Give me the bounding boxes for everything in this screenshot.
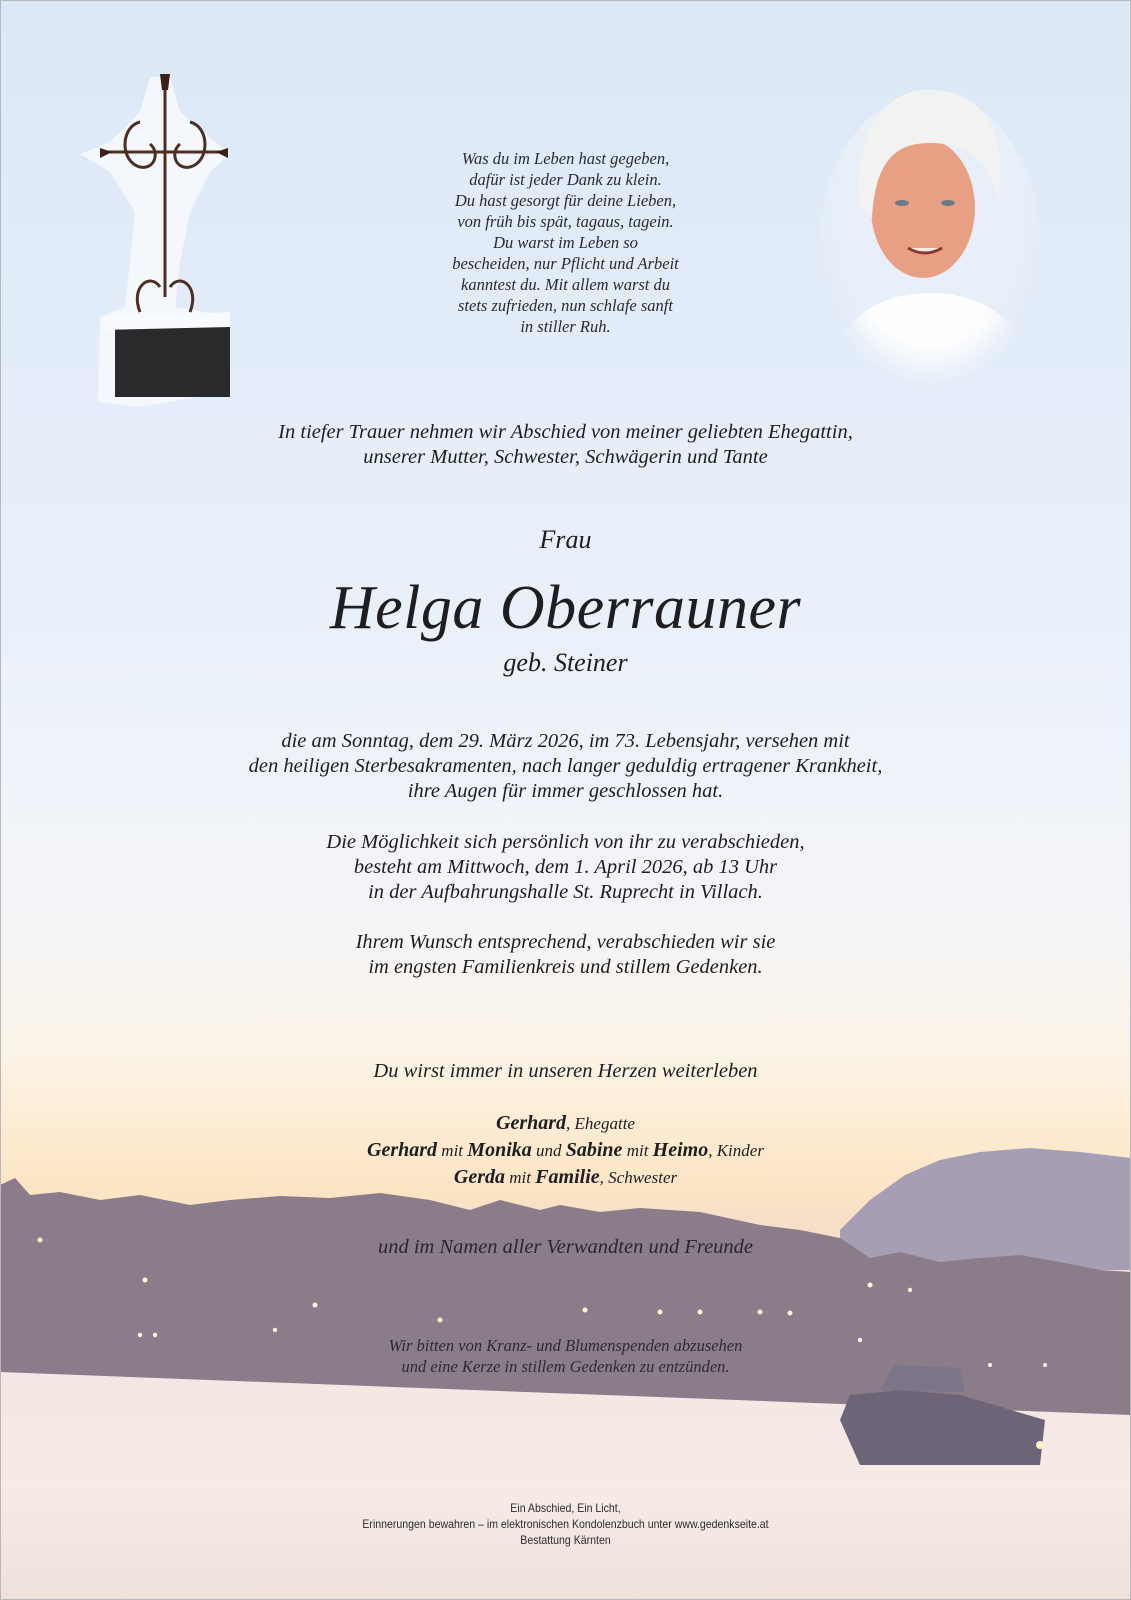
wish-notice bbox=[0, 930, 1131, 980]
closing-quote: Du wirst immer in unseren Herzen weiterleben bbox=[373, 1060, 758, 1082]
family-role: , Schwester bbox=[599, 1168, 678, 1187]
footer bbox=[68, 1500, 1063, 1548]
family-name: Heimo bbox=[652, 1139, 709, 1161]
family-name: Familie bbox=[535, 1166, 600, 1188]
farewell-line: Die Möglichkeit sich persönlich von ihr zu verabschieden, bbox=[326, 831, 805, 853]
intro-line: unserer Mutter, Schwester, Schwägerin und Tante bbox=[363, 446, 768, 468]
memorial-poem bbox=[0, 148, 1131, 337]
connector: mit bbox=[504, 1168, 536, 1187]
family-role: , Ehegatte bbox=[566, 1114, 635, 1133]
poem-line: Was du im Leben hast gegeben, bbox=[461, 149, 670, 168]
footer-line: Bestattung Kärnten bbox=[520, 1533, 611, 1547]
family-name: Gerhard bbox=[496, 1112, 567, 1134]
poem-line: in stiller Ruh. bbox=[520, 317, 611, 336]
connector: mit bbox=[437, 1141, 468, 1160]
donation-request bbox=[0, 1335, 1131, 1377]
footer-line: Erinnerungen bewahren – im elektronischen Kondolenzbuch unter www.gedenkseite.at bbox=[362, 1517, 769, 1531]
family-name: Monika bbox=[467, 1139, 532, 1161]
poem-line: Du hast gesorgt für deine Lieben, bbox=[454, 191, 677, 210]
family-role: , Kinder bbox=[708, 1141, 764, 1160]
deceased-title: Frau bbox=[539, 525, 592, 554]
poem-line: von früh bis spät, tagaus, tagein. bbox=[457, 212, 674, 231]
death-notice-line: ihre Augen für immer geschlossen hat. bbox=[407, 780, 724, 802]
connector: und bbox=[531, 1141, 566, 1160]
family-list bbox=[0, 1110, 1131, 1191]
farewell-info bbox=[0, 830, 1131, 905]
request-line: Wir bitten von Kranz- und Blumenspenden abzusehen bbox=[388, 1336, 743, 1355]
connector: mit bbox=[622, 1141, 653, 1160]
death-notice bbox=[0, 729, 1131, 804]
family-children bbox=[0, 1137, 1131, 1164]
intro-line: In tiefer Trauer nehmen wir Abschied von meiner geliebten Ehegattin, bbox=[278, 421, 853, 443]
wish-line: Ihrem Wunsch entsprechend, verabschieden wir sie bbox=[355, 931, 776, 953]
family-sister bbox=[0, 1164, 1131, 1191]
poem-line: stets zufrieden, nun schlafe sanft bbox=[458, 296, 673, 315]
farewell-line: besteht am Mittwoch, dem 1. April 2026, ab 13 Uhr bbox=[353, 856, 778, 878]
family-name: Sabine bbox=[565, 1139, 623, 1161]
birth-name: geb. Steiner bbox=[503, 648, 628, 677]
death-notice-line: die am Sonntag, dem 29. März 2026, im 73. Lebensjahr, versehen mit bbox=[281, 730, 850, 752]
mourning-intro bbox=[0, 420, 1131, 470]
wish-line: im engsten Familienkreis und stillem Gedenken. bbox=[368, 956, 763, 978]
footer-line: Ein Abschied, Ein Licht, bbox=[510, 1501, 621, 1515]
relatives-line: und im Namen aller Verwandten und Freunde bbox=[377, 1236, 754, 1258]
poem-line: dafür ist jeder Dank zu klein. bbox=[469, 170, 662, 189]
family-name: Gerhard bbox=[367, 1139, 438, 1161]
poem-line: Du warst im Leben so bbox=[493, 233, 638, 252]
farewell-line: in der Aufbahrungshalle St. Ruprecht in Villach. bbox=[368, 881, 763, 903]
death-notice-line: den heiligen Sterbesakramenten, nach langer geduldig ertragener Krankheit, bbox=[248, 755, 883, 777]
deceased-name: Helga Oberrauner bbox=[329, 574, 802, 642]
poem-line: kanntest du. Mit allem warst du bbox=[461, 275, 670, 294]
request-line: und eine Kerze in stillem Gedenken zu entzünden. bbox=[401, 1357, 730, 1376]
family-name: Gerda bbox=[453, 1166, 505, 1188]
poem-line: bescheiden, nur Pflicht und Arbeit bbox=[452, 254, 679, 273]
family-husband bbox=[0, 1110, 1131, 1137]
